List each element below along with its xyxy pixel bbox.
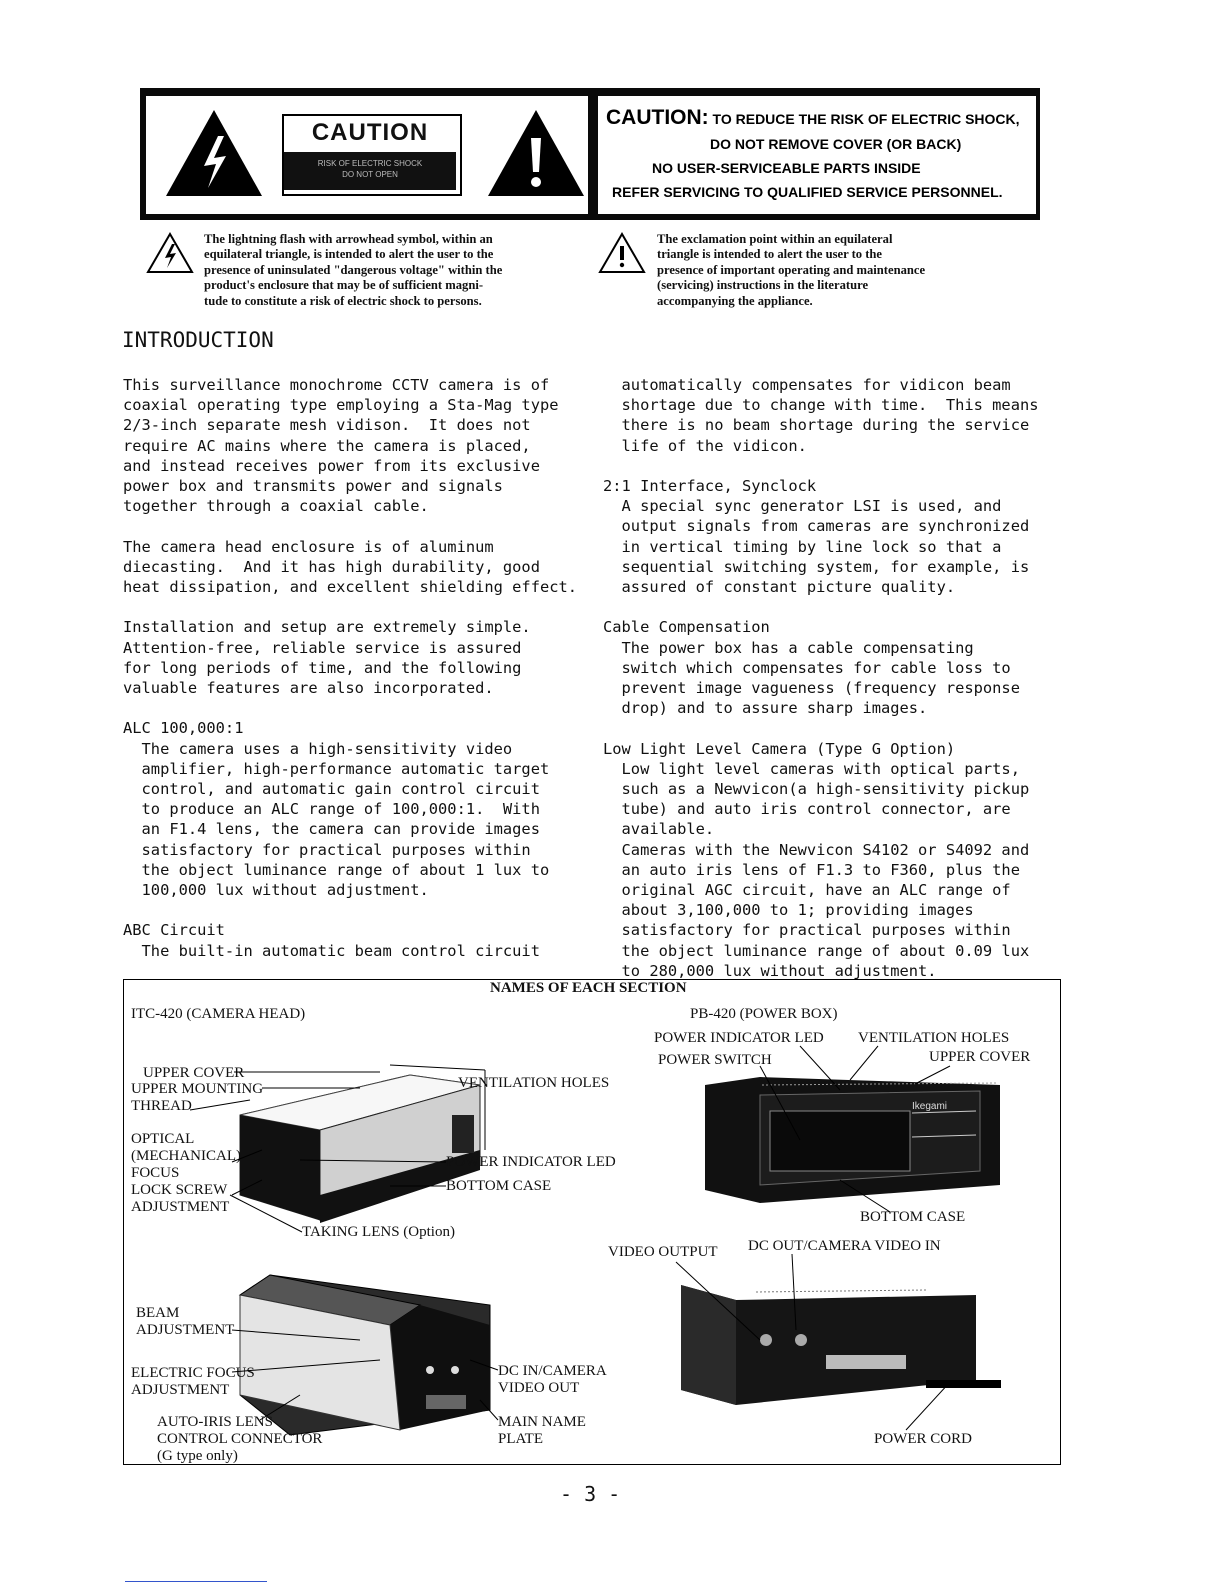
names-section-title: NAMES OF EACH SECTION	[490, 980, 687, 996]
caution-line-3: NO USER-SERVICEABLE PARTS INSIDE	[652, 160, 921, 176]
power-box-dc-out-label: DC OUT/CAMERA VIDEO IN	[748, 1238, 941, 1254]
camera-ventilation-label: VENTILATION HOLES	[458, 1075, 610, 1091]
camera-beam-adjustment-label: BEAM ADJUSTMENT	[136, 1305, 235, 1338]
caution-line-4: REFER SERVICING TO QUALIFIED SERVICE PERSONNEL.	[612, 184, 1003, 200]
power-box-led-label: POWER INDICATOR LED	[654, 1030, 824, 1046]
camera-electric-focus-label: ELECTRIC FOCUS ADJUSTMENT	[131, 1365, 255, 1398]
page-title: INTRODUCTION	[122, 328, 274, 352]
caution-label-subtext-line2: DO NOT OPEN	[342, 170, 398, 179]
camera-optical-focus-label: OPTICAL (MECHANICAL) FOCUS LOCK SCREW ADJUSTMENT	[131, 1131, 241, 1215]
power-box-ventilation-label: VENTILATION HOLES	[858, 1030, 1010, 1046]
camera-head-title: ITC-420 (CAMERA HEAD)	[131, 1006, 306, 1022]
power-box-bottom-case-label: BOTTOM CASE	[860, 1209, 966, 1225]
camera-bottom-case-label: BOTTOM CASE	[446, 1178, 552, 1194]
camera-taking-lens-label: TAKING LENS (Option)	[302, 1224, 455, 1240]
introduction-left-column: This surveillance monochrome CCTV camera is of coaxial operating type employing a Sta-Mag type 2/3-inch separate mesh vidison. It does not require AC mains where the camera is placed, and instead receives power from its exclusive power box and transmits power and signals together through a coaxial cable. The camera head enclosure is of aluminum diecasting. And it has high durability, good heat dissipation, and excellent shielding effect. Installation and setup are extremely simple. Attention-free, reliable service is assured for long periods of time, and the following valuable features are also incorporated. ALC 100,000:1 The camera uses a high-sensitivity video amplifier, high-performance automatic target control, and automatic gain control circuit to produce an ALC range of 100,000:1. With an F1.4 lens, the camera can provide images satisfactory for practical purposes within the object luminance range of about 1 lux to 100,000 lux without adjustment. ABC Circuit The built-in automatic beam control circuit	[123, 376, 578, 960]
power-box-video-output-label: VIDEO OUTPUT	[608, 1244, 718, 1260]
camera-upper-mounting-label: UPPER MOUNTING THREAD	[131, 1081, 264, 1114]
camera-power-led-label: POWER INDICATOR LED	[446, 1154, 616, 1170]
power-box-brand: Ikegami	[912, 1101, 948, 1112]
camera-dc-in-label: DC IN/CAMERA VIDEO OUT	[498, 1363, 607, 1396]
camera-auto-iris-label: AUTO-IRIS LENS CONTROL CONNECTOR (G type only)	[157, 1414, 323, 1464]
caution-heading-line1: TO REDUCE THE RISK OF ELECTRIC SHOCK,	[708, 111, 1020, 127]
camera-name-plate-label: MAIN NAME PLATE	[498, 1414, 586, 1447]
exclamation-note-text: The exclamation point within an equilateral triangle is intended to alert the user to the presence of important operating and maintenance (servicing) instructions in the literature accompanying the appliance.	[657, 232, 926, 308]
power-box-title: PB-420 (POWER BOX)	[690, 1006, 838, 1022]
lightning-note-text: The lightning flash with arrowhead symbol, within an equilateral triangle, is intended to alert the user to the presence of uninsulated "dangerous voltage" within the product's enclosure that may be of sufficient magni- tude to constitute a risk of electric shock to persons.	[204, 232, 503, 308]
caution-label-subtext-line1: RISK OF ELECTRIC SHOCK	[317, 159, 423, 168]
power-box-upper-cover-label: UPPER COVER	[929, 1049, 1031, 1065]
footer-link-underline	[125, 1581, 267, 1582]
power-box-power-cord-label: POWER CORD	[874, 1431, 972, 1447]
camera-upper-cover-label: UPPER COVER	[143, 1065, 245, 1081]
page-number: - 3 -	[560, 1482, 621, 1506]
introduction-right-column: automatically compensates for vidicon beam shortage due to change with time. This means there is no beam shortage during the service life of the vidicon. 2:1 Interface, Synclock A special sync generator LSI is used, and output signals from cameras are synchronized in vertical timing by line lock so that a sequential switching system, for example, is assured of constant picture quality. Cable Compensation The power box has a cable compensating switch which compensates for cable loss to prevent image vagueness (frequency response drop) and to assure sharp images. Low Light Level Camera (Type G Option) Low light level cameras with optical parts, such as a Newvicon(a high-sensitivity pickup tube) and auto iris control connector, are available. Cameras with the Newvicon S4102 or S4092 and an auto iris lens of F1.3 to F360, plus the original AGC circuit, have an ALC range of about 3,100,000 to 1; providing images satisfactory for practical purposes within the object luminance range of about 0.09 lux to 280,000 lux without adjustment.	[603, 376, 1039, 980]
caution-heading-lead: CAUTION:	[606, 106, 709, 129]
power-box-switch-label: POWER SWITCH	[658, 1052, 772, 1068]
caution-line-2: DO NOT REMOVE COVER (OR BACK)	[710, 136, 962, 152]
caution-label-word: CAUTION	[311, 119, 429, 146]
